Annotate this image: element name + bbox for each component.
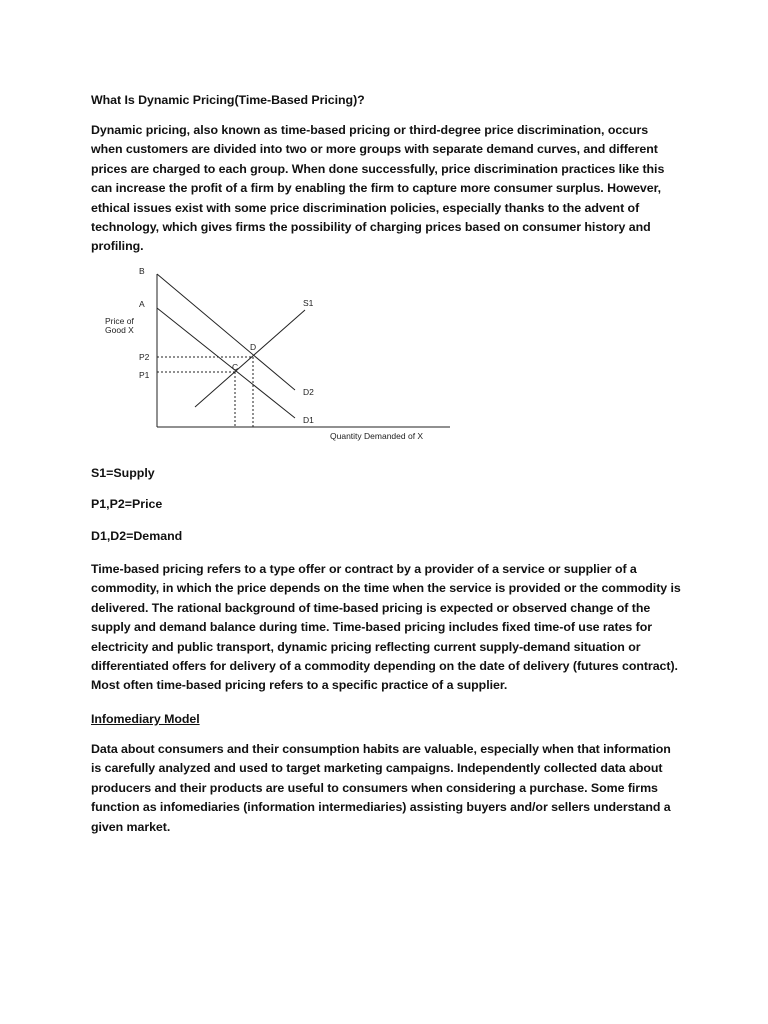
legend-demand: D1,D2=Demand <box>91 529 183 543</box>
label-b: B <box>139 266 145 276</box>
label-d2: D2 <box>303 387 314 397</box>
label-a: A <box>139 299 145 309</box>
legend-supply: S1=Supply <box>91 466 155 480</box>
document-title: What Is Dynamic Pricing(Time-Based Pricing)? <box>91 93 365 107</box>
label-s1: S1 <box>303 298 314 308</box>
x-axis-label: Quantity Demanded of X <box>330 431 424 441</box>
time-based-pricing-paragraph: Time-based pricing refers to a type offer or contract by a provider of a service or supplier of a commodity, in which the price depends on the time when the service is provided or the commodity is delivered. The rational background of time-based pricing is expected or observed change of the supply and demand balance during time. Time-based pricing includes fixed time-of use rates for electricity and public transport, dynamic pricing reflecting current supply-demand situation or differentiated offers for delivery of a commodity depending on the date of delivery (futures contract). Most often time-based pricing refers to a specific practice of a supplier. <box>91 562 681 693</box>
y-axis-label-line2: Good X <box>105 325 134 335</box>
label-d1: D1 <box>303 415 314 425</box>
label-p2: P2 <box>139 352 150 362</box>
y-axis-label-line1: Price of <box>105 316 134 326</box>
legend-price: P1,P2=Price <box>91 497 163 511</box>
label-point-d: D <box>250 342 257 352</box>
intro-paragraph: Dynamic pricing, also known as time-based pricing or third-degree price discrimination, occurs when customers are divided into two or more groups with separate demand curves, and different prices are charged to each group. When done successfully, price discrimination practices like this can increase the profit of a firm by enabling the firm to capture more consumer surplus. However, ethical issues exist with some price discrimination policies, especially thanks to the advent of technology, which gives firms the possibility of charging prices based on consumer history and profiling. <box>91 123 665 254</box>
infomediary-paragraph: Data about consumers and their consumption habits are valuable, especially when that information is carefully analyzed and used to target marketing campaigns. Independently collected data about producers and their products are useful to consumers when considering a purchase. Some firms function as infomediaries (information intermediaries) assisting buyers and/or sellers understand a given market. <box>91 742 671 834</box>
infomediary-heading: Infomediary Model <box>91 712 200 726</box>
label-point-c: C <box>232 362 239 372</box>
supply-curve-s1 <box>195 310 305 407</box>
label-p1: P1 <box>139 370 150 380</box>
supply-demand-diagram <box>95 262 465 447</box>
demand-curve-d1 <box>157 308 295 418</box>
demand-curve-d2 <box>157 274 295 390</box>
